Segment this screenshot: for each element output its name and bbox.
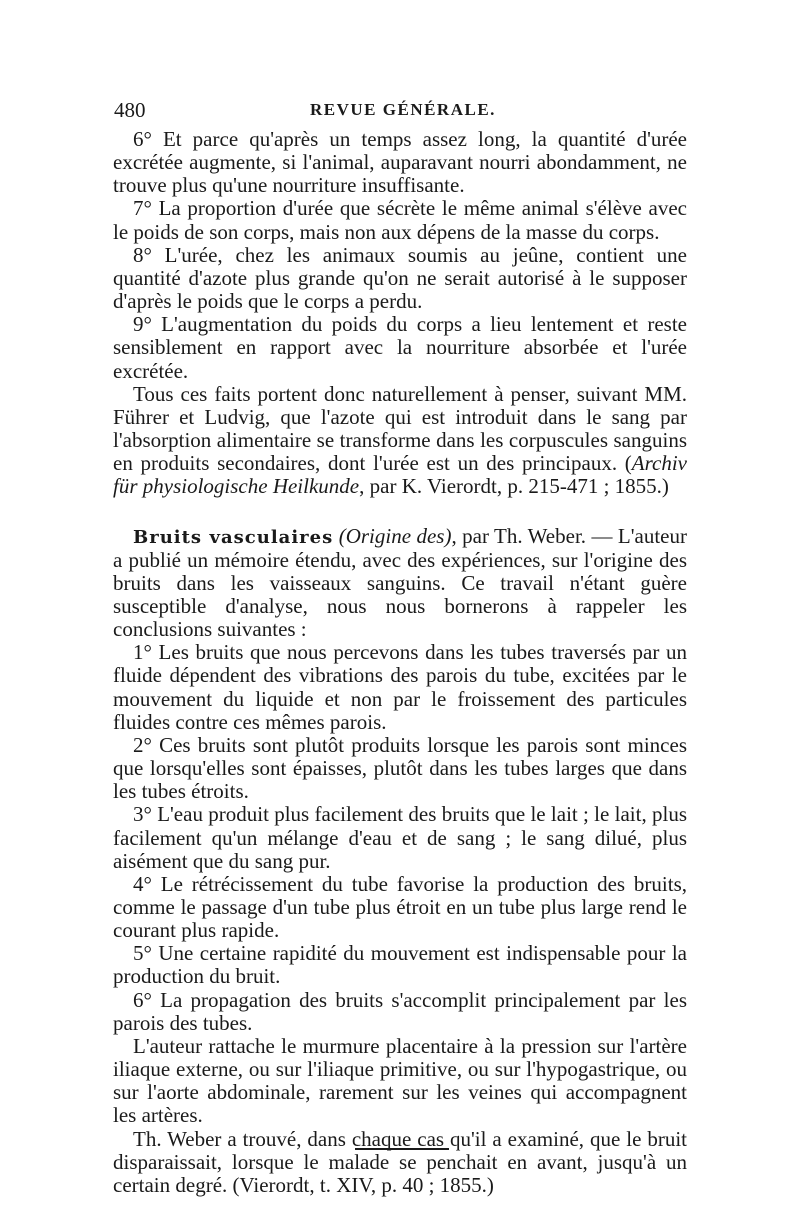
conclusion-item-3: 3° L'eau produit plus facilement des bruits que le lait ; le lait, plus facilement qu'un mélange d'eau et de sang ; le sang dilué, plus aisément que du sang pur. bbox=[113, 802, 687, 873]
body-text bbox=[113, 128, 687, 1197]
conclusion-item-2: 2° Ces bruits sont plutôt produits lorsque les parois sont minces que lorsqu'elles sont épaisses, plutôt dans les tubes larges que dans les tubes étroits. bbox=[113, 732, 687, 804]
section-divider bbox=[355, 1148, 449, 1150]
conclusion-text: Tous ces faits portent donc naturellement à penser, suivant MM. Führer et Ludvig, que l'azote qui est introduit dans le sang par l'absorption alimentaire se transforme dans les corpuscules sanguins en produits secondaires, dont l'urée est un des principaux. ( bbox=[113, 381, 687, 476]
closing-paragraph-2: Th. Weber a trouvé, dans chaque cas qu'il a examiné, que le bruit disparaissait, lorsque le malade se penchait en avant, jusqu'à un certain degré. (Vierordt, t. XIV, p. 40 ; 1855.) bbox=[113, 1126, 687, 1197]
section-intro: , par Th. Weber. — L'auteur a publié un mémoire étendu, avec des expériences, sur l'origine des bruits dans les vaisseaux sanguins. Ce travail n'étant guère susceptible d'analyse, nous nous bornerons à rappeler les conclusions suivantes : bbox=[113, 523, 687, 642]
conclusion-item-5: 5° Une certaine rapidité du mouvement est indispensable pour la production du bruit. bbox=[113, 941, 687, 989]
closing-paragraph-1: L'auteur rattache le murmure placentaire à la pression sur l'artère iliaque externe, ou sur l'iliaque primitive, ou sur l'hypogastrique, ou sur l'aorte abdominale, rarement sur les veines qui accompagnent les artères. bbox=[113, 1033, 687, 1128]
conclusion-item-6: 6° La propagation des bruits s'accomplit principalement par les parois des tubes. bbox=[113, 987, 687, 1035]
paragraph-item-8: 8° L'urée, chez les animaux soumis au jeûne, contient une quantité d'azote plus grande qu'on ne serait autorisé à le supposer d'après le poids que le corps a perdu. bbox=[113, 242, 687, 314]
paragraph-item-7: 7° La proportion d'urée que sécrète le même animal s'élève avec le poids de son corps, mais non aux dépens de la masse du corps. bbox=[113, 196, 687, 244]
journal-title: Archiv für physiologische Heilkunde bbox=[113, 451, 687, 499]
conclusion-citation: , par K. Vierordt, p. 215-471 ; 1855.) bbox=[359, 474, 669, 499]
paragraph-item-6: 6° Et parce qu'après un temps assez long, la quantité d'urée excrétée augmente, si l'animal, auparavant nourri abondamment, ne trouve plus qu'une nourriture insuffisante. bbox=[113, 127, 687, 198]
running-title: REVUE GÉNÉRALE. bbox=[310, 100, 496, 119]
page-header bbox=[114, 98, 684, 128]
conclusion-paragraph bbox=[113, 383, 687, 499]
page-number: 480 bbox=[114, 98, 146, 122]
conclusion-item-1: 1° Les bruits que nous percevons dans les tubes traversés par un fluide dépendent des vibrations des parois du tube, excitées par le mouvement du liquide et non par le froissement des particules fluides contre ces mêmes parois. bbox=[113, 640, 687, 734]
section-title: Bruits vasculaires bbox=[133, 526, 334, 548]
section-intro-paragraph bbox=[113, 525, 687, 642]
section-subtitle: (Origine des) bbox=[338, 523, 452, 548]
paragraph-item-9: 9° L'augmentation du poids du corps a lieu lentement et reste sensiblement en rapport avec la nourriture absorbée et l'urée excrétée. bbox=[113, 312, 687, 383]
conclusion-item-4: 4° Le rétrécissement du tube favorise la production des bruits, comme le passage d'un tube plus étroit en un tube plus large rend le courant plus rapide. bbox=[113, 871, 687, 943]
